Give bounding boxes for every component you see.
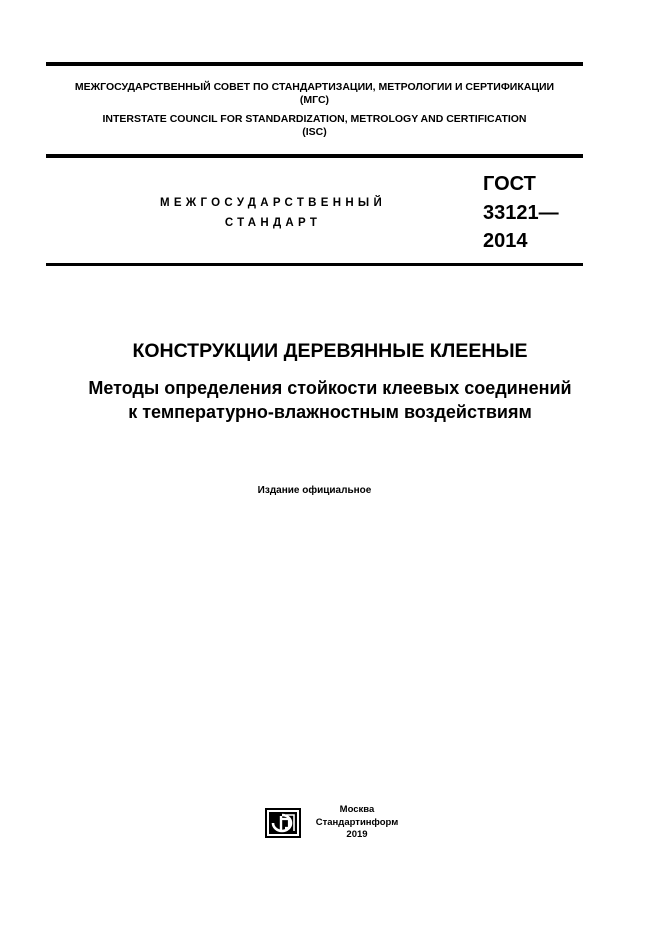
council-en-abbrev: (ISC) xyxy=(302,126,327,138)
standard-type-line2: СТАНДАРТ xyxy=(224,217,322,229)
council-name-ru xyxy=(46,81,583,107)
standard-type-label xyxy=(120,193,426,233)
subtitle-line2: к температурно-влажностным воздействиям xyxy=(128,402,532,422)
top-rule xyxy=(46,62,583,66)
gost-prefix: ГОСТ xyxy=(483,173,536,195)
council-name-en xyxy=(46,113,583,139)
publisher-year: 2019 xyxy=(346,829,368,840)
edition-note: Издание официальное xyxy=(257,485,372,496)
standartinform-logo-icon xyxy=(265,808,301,838)
document-title: КОНСТРУКЦИИ ДЕРЕВЯННЫЕ КЛЕЕНЫЕ xyxy=(132,340,528,362)
middle-rule xyxy=(46,154,583,158)
council-ru-line1: МЕЖГОСУДАРСТВЕННЫЙ СОВЕТ ПО СТАНДАРТИЗАЦИИ, МЕТРОЛОГИИ И СЕРТИФИКАЦИИ xyxy=(74,81,555,93)
gost-year: 2014 xyxy=(483,230,528,252)
bottom-rule xyxy=(46,263,583,266)
subtitle-line1: Методы определения стойкости клеевых соединений xyxy=(88,378,572,398)
gost-designation xyxy=(483,170,559,256)
council-en-line1: INTERSTATE COUNCIL FOR STANDARDIZATION, METROLOGY AND CERTIFICATION xyxy=(102,113,527,125)
gost-number: 33121— xyxy=(483,201,559,224)
standard-type-line1: МЕЖГОСУДАРСТВЕННЫЙ xyxy=(159,197,387,209)
council-ru-abbrev: (МГС) xyxy=(299,94,330,106)
document-subtitle xyxy=(20,376,640,424)
publisher-city: Москва xyxy=(339,804,375,815)
publisher-block xyxy=(303,804,411,842)
publisher-name: Стандартинформ xyxy=(315,816,399,828)
